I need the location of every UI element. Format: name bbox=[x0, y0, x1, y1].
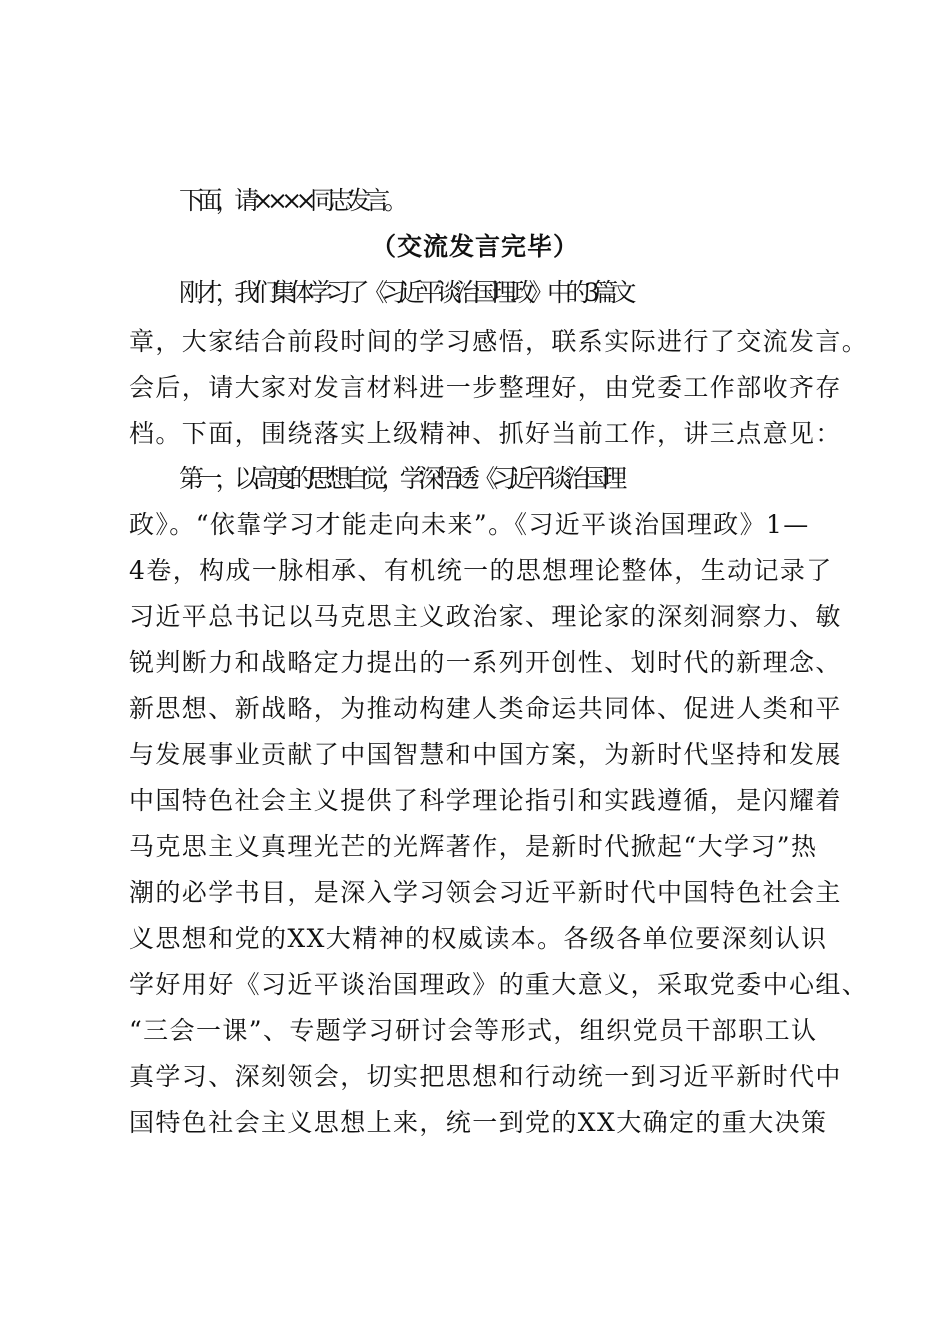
paragraph-line: “三会一课”、专题学习研讨会等形式，组织党员干部职工认 bbox=[129, 1016, 818, 1045]
paragraph-line: 学好用好《习近平谈治国理政》的重大意义，采取党委中心组、 bbox=[129, 970, 869, 999]
section-heading: （交流发言完毕） bbox=[370, 232, 579, 261]
paragraph-line: 会后，请大家对发言材料进一步整理好，由党委工作部收齐存 bbox=[129, 373, 842, 402]
paragraph-line: 与发展事业贡献了中国智慧和中国方案，为新时代坚持和发展 bbox=[129, 740, 842, 769]
paragraph-line: 义思想和党的XX大精神的权威读本。各级各单位要深刻认识 bbox=[129, 924, 828, 953]
paragraph-line: 中国特色社会主义提供了科学理论指引和实践遵循，是闪耀着 bbox=[129, 786, 842, 815]
paragraph-line: 潮的必学书目，是深入学习领会习近平新时代中国特色社会主 bbox=[129, 878, 842, 907]
paragraph-line: 档。下面，围绕落实上级精神、抓好当前工作，讲三点意见： bbox=[129, 419, 842, 448]
paragraph-line: 锐判断力和战略定力提出的一系列开创性、划时代的新理念、 bbox=[129, 648, 842, 677]
paragraph-line: 章，大家结合前段时间的学习感悟，联系实际进行了交流发言。 bbox=[129, 327, 869, 356]
paragraph-line: 马克思主义真理光芒的光辉著作，是新时代掀起“大学习”热 bbox=[129, 832, 818, 861]
paragraph-line: 第一，以高度的思想自觉，学深悟透《习近平谈治国理 bbox=[179, 464, 621, 493]
intro-line: 下面，请××××同志发言。 bbox=[179, 186, 402, 215]
paragraph-line: 真学习、深刻领会，切实把思想和行动统一到习近平新时代中 bbox=[129, 1062, 842, 1091]
paragraph-line: 刚才，我们集体学习了《习近平谈治国理政》中的3篇文 bbox=[179, 278, 630, 307]
paragraph-line: 新思想、新战略，为推动构建人类命运共同体、促进人类和平 bbox=[129, 694, 842, 723]
paragraph-line: 习近平总书记以马克思主义政治家、理论家的深刻洞察力、敏 bbox=[129, 602, 842, 631]
paragraph-line: 国特色社会主义思想上来，统一到党的XX大确定的重大决策 bbox=[129, 1108, 828, 1137]
paragraph-line: 政》。“依靠学习才能走向未来”。《习近平谈治国理政》1— bbox=[129, 510, 810, 539]
paragraph-line: 4卷，构成一脉相承、有机统一的思想理论整体，生动记录了 bbox=[129, 556, 833, 585]
